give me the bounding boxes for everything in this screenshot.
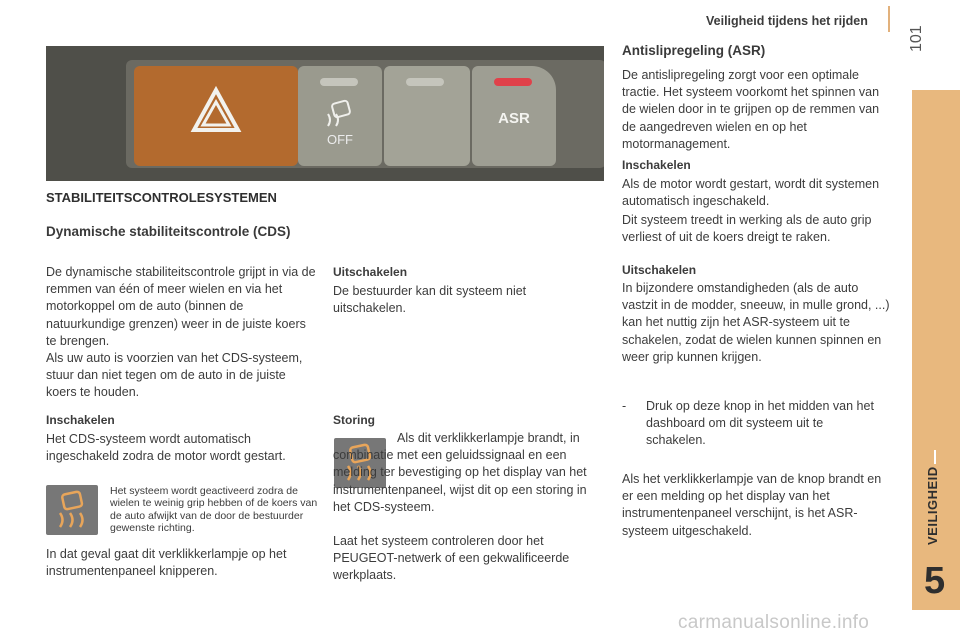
cds-activate-text: Het CDS-systeem wordt automatisch ingeschakeld zodra de motor wordt gestart. bbox=[46, 432, 286, 464]
asr-intro: De antislipregeling zorgt voor een optimale tractie. Het systeem voorkomt het spinnen van de wielen door in te grijpen op de remmen van de aangedreven wielen en op het motormanagement. bbox=[622, 68, 880, 151]
asr-activate-text-2: Dit systeem treedt in werking als de auto grip verliest of uit de koers dreigt te raken. bbox=[622, 213, 872, 245]
watermark: carmanualsonline.info bbox=[678, 612, 870, 633]
cds-button bbox=[298, 66, 382, 166]
running-header: Veiligheid tijdens het rijden bbox=[706, 14, 868, 28]
asr-step-bullet: - bbox=[622, 399, 627, 413]
cds-deactivate-heading: Uitschakelen bbox=[333, 265, 408, 279]
asr-deactivate-heading: Uitschakelen bbox=[622, 263, 697, 277]
asr-activate-text-1: Als de motor wordt gestart, wordt dit systemen automatisch ingeschakeld. bbox=[622, 177, 880, 209]
cds-note-text: Het systeem wordt geactiveerd zodra de wielen te weinig grip hebben of de koers van de auto afwijkt van de door de bestuurder gewenste richting. bbox=[110, 485, 318, 535]
cds-activate-heading: Inschakelen bbox=[46, 413, 115, 427]
skid-car-off-icon bbox=[324, 98, 358, 130]
cds-note-box bbox=[46, 481, 318, 539]
cds-fault-text-2: Laat het systeem controleren door het PEUGEOT-netwerk of een gekwalificeerde werkplaats. bbox=[333, 534, 570, 583]
chapter-tab-marker bbox=[934, 450, 936, 464]
asr-title: Antislipregeling (ASR) bbox=[622, 43, 766, 58]
cds-led bbox=[320, 78, 358, 86]
cds-intro-1: De dynamische stabiliteitscontrole grijpt in via de remmen van één of meer wielen en via het motorkoppel om de auto (binnen de natuurkundige grenzen) weer in de juiste koers te brengen. bbox=[46, 265, 316, 348]
skid-car-icon bbox=[46, 485, 98, 535]
cds-note-warning-lamp bbox=[46, 485, 98, 535]
asr-deactivate-text: In bijzondere omstandigheden (als de auto vastzit in de modder, sneeuw, in mulle grond, ...) kan het nuttig zijn het ASR-systeem uit te schakelen, zodat de wielen kunnen spinnen en weer grip kunnen krijgen. bbox=[622, 281, 890, 364]
blank-switch bbox=[384, 66, 470, 166]
blank-led bbox=[406, 78, 444, 86]
cds-deactivate-text: De bestuurder kan dit systeem niet uitschakelen. bbox=[333, 284, 527, 316]
cds-fault-heading: Storing bbox=[333, 413, 375, 427]
asr-button-label: ASR bbox=[498, 110, 530, 127]
cds-flash-text: In dat geval gaat dit verklikkerlampje op het instrumentenpaneel knipperen. bbox=[46, 547, 287, 579]
hazard-triangle-icon bbox=[134, 66, 298, 166]
asr-activate-heading: Inschakelen bbox=[622, 158, 691, 172]
asr-button bbox=[472, 66, 556, 166]
cds-title: Dynamische stabiliteitscontrole (CDS) bbox=[46, 224, 291, 239]
main-heading: STABILITEITSCONTROLESYSTEMEN bbox=[46, 190, 277, 205]
asr-step-text: Druk op deze knop in het midden van het dashboard om dit systeem uit te schakelen. bbox=[646, 399, 874, 448]
cds-intro-2: Als uw auto is voorzien van het CDS-systeem, stuur dan niet tegen om de auto in de juiste koers te houden. bbox=[46, 351, 303, 400]
asr-led bbox=[494, 78, 532, 86]
header-divider bbox=[888, 6, 890, 32]
cds-fault-text-1: Als dit verklikkerlampje brandt, in combinatie met een geluidssignaal en een melding ter bevestiging op het display van het instrumentenpaneel, wijst dit op een storing in het CDS-systeem. bbox=[333, 431, 587, 514]
asr-confirm-text: Als het verklikkerlampje van de knop brandt en er een melding op het display van het instrumentenpaneel verschijnt, is het ASR-systeem uitgeschakeld. bbox=[622, 472, 882, 538]
chapter-tab-label: VEILIGHEID bbox=[925, 466, 940, 545]
cds-off-label: OFF bbox=[327, 132, 353, 147]
hazard-button bbox=[134, 66, 298, 166]
chapter-number: 5 bbox=[924, 560, 946, 602]
dashboard-photo bbox=[46, 46, 604, 181]
page-number: 101 bbox=[908, 25, 925, 52]
